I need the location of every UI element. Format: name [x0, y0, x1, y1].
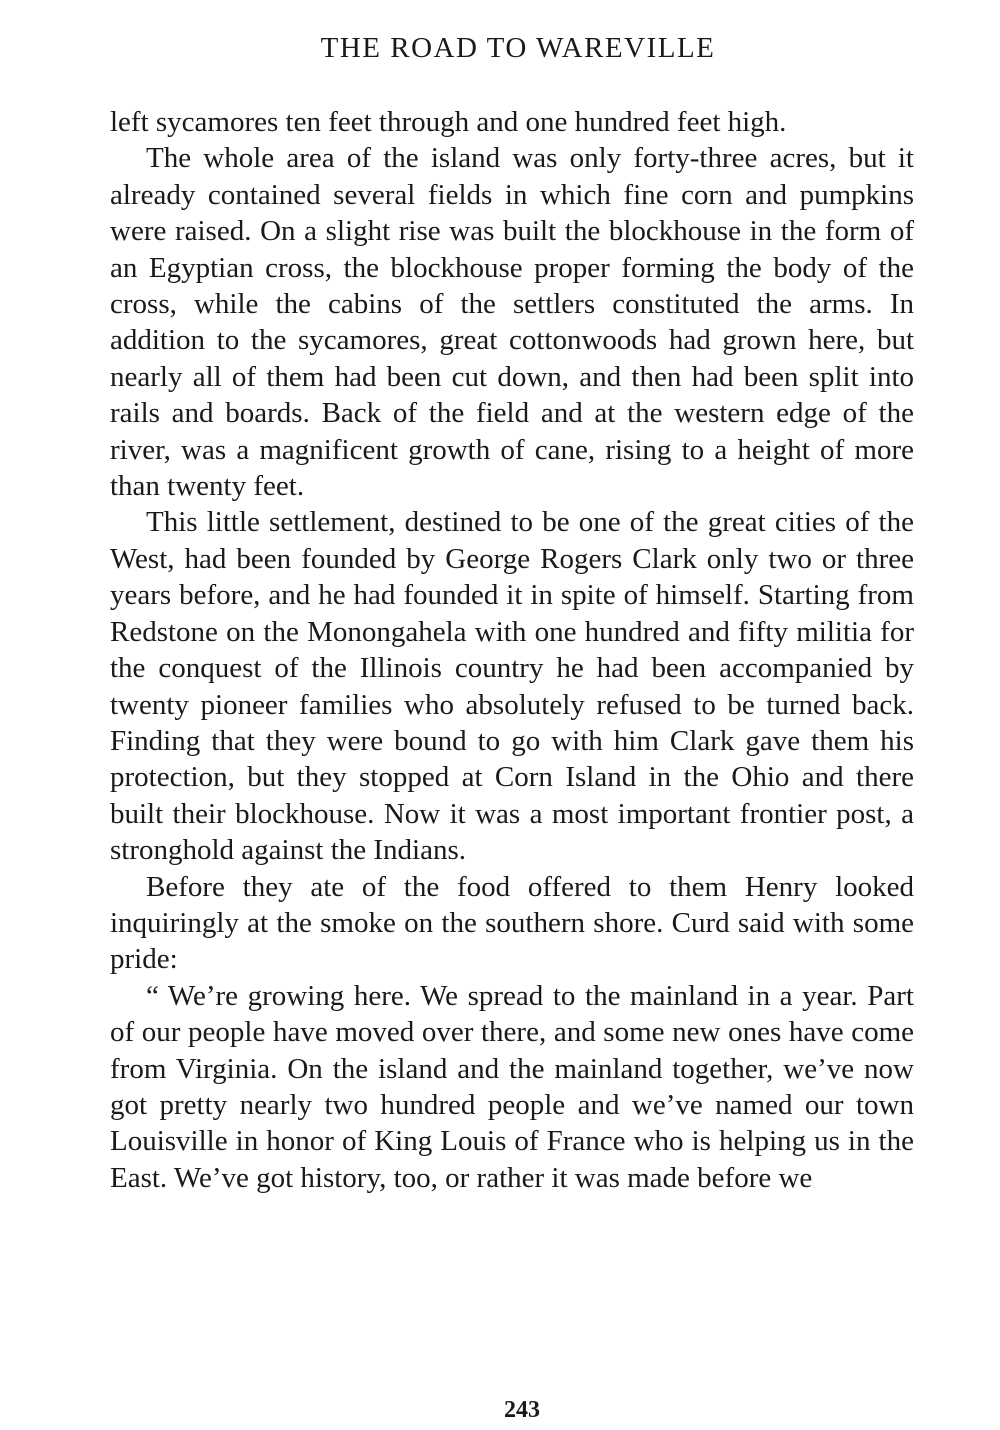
paragraph-island-description: The whole area of the island was only forty-three acres, but it already contained several fields in which fine corn and pumpkins were raised. On a slight rise was built the blockhouse in the form of an Egyptian cross, the blockhouse proper forming the body of the cross, while the cabins of the settlers constituted the arms. In addition to the sycamores, great cottonwoods had grown here, but nearly all of them had been cut down, and then had been split into rails and boards. Back of the field and at the western edge of the river, was a magnificent growth of cane, rising to a height of more than twenty feet.	[110, 142, 914, 503]
paragraph-settlement-history: This little settlement, destined to be one of the great cities of the West, had been founded by George Rogers Clark only two or three years before, and he had founded it in spite of himself. Starting from Redstone on the Monongahela with one hundred and fifty militia for the conquest of the Illinois country he had been accompanied by twenty pioneer families who absolutely refused to be turned back. Finding that they were bound to go with him Clark gave them his protection, but they stopped at Corn Island in the Ohio and there built their blockhouse. Now it was a most important frontier post, a stronghold against the Indians.	[110, 506, 914, 867]
paragraph-curd-speech: “ We’re growing here. We spread to the mainland in a year. Part of our people have moved over there, and some new ones have come from Virginia. On the island and the mainland together, we’ve now got pretty nearly two hundred people and we’ve named our town Louisville in honor of King Louis of France who is helping us in the East. We’ve got history, too, or rather it was made before we	[110, 979, 914, 1194]
paragraph-henry-looks: Before they ate of the food offered to them Henry looked inquiringly at the smoke on the southern shore. Curd said with some pride:	[110, 870, 914, 976]
page-number: 243	[504, 1397, 540, 1423]
paragraph-continuation: left sycamores ten feet through and one hundred feet high.	[110, 106, 787, 138]
running-head: THE ROAD TO WAREVILLE	[320, 32, 716, 64]
body-text	[110, 104, 914, 1196]
